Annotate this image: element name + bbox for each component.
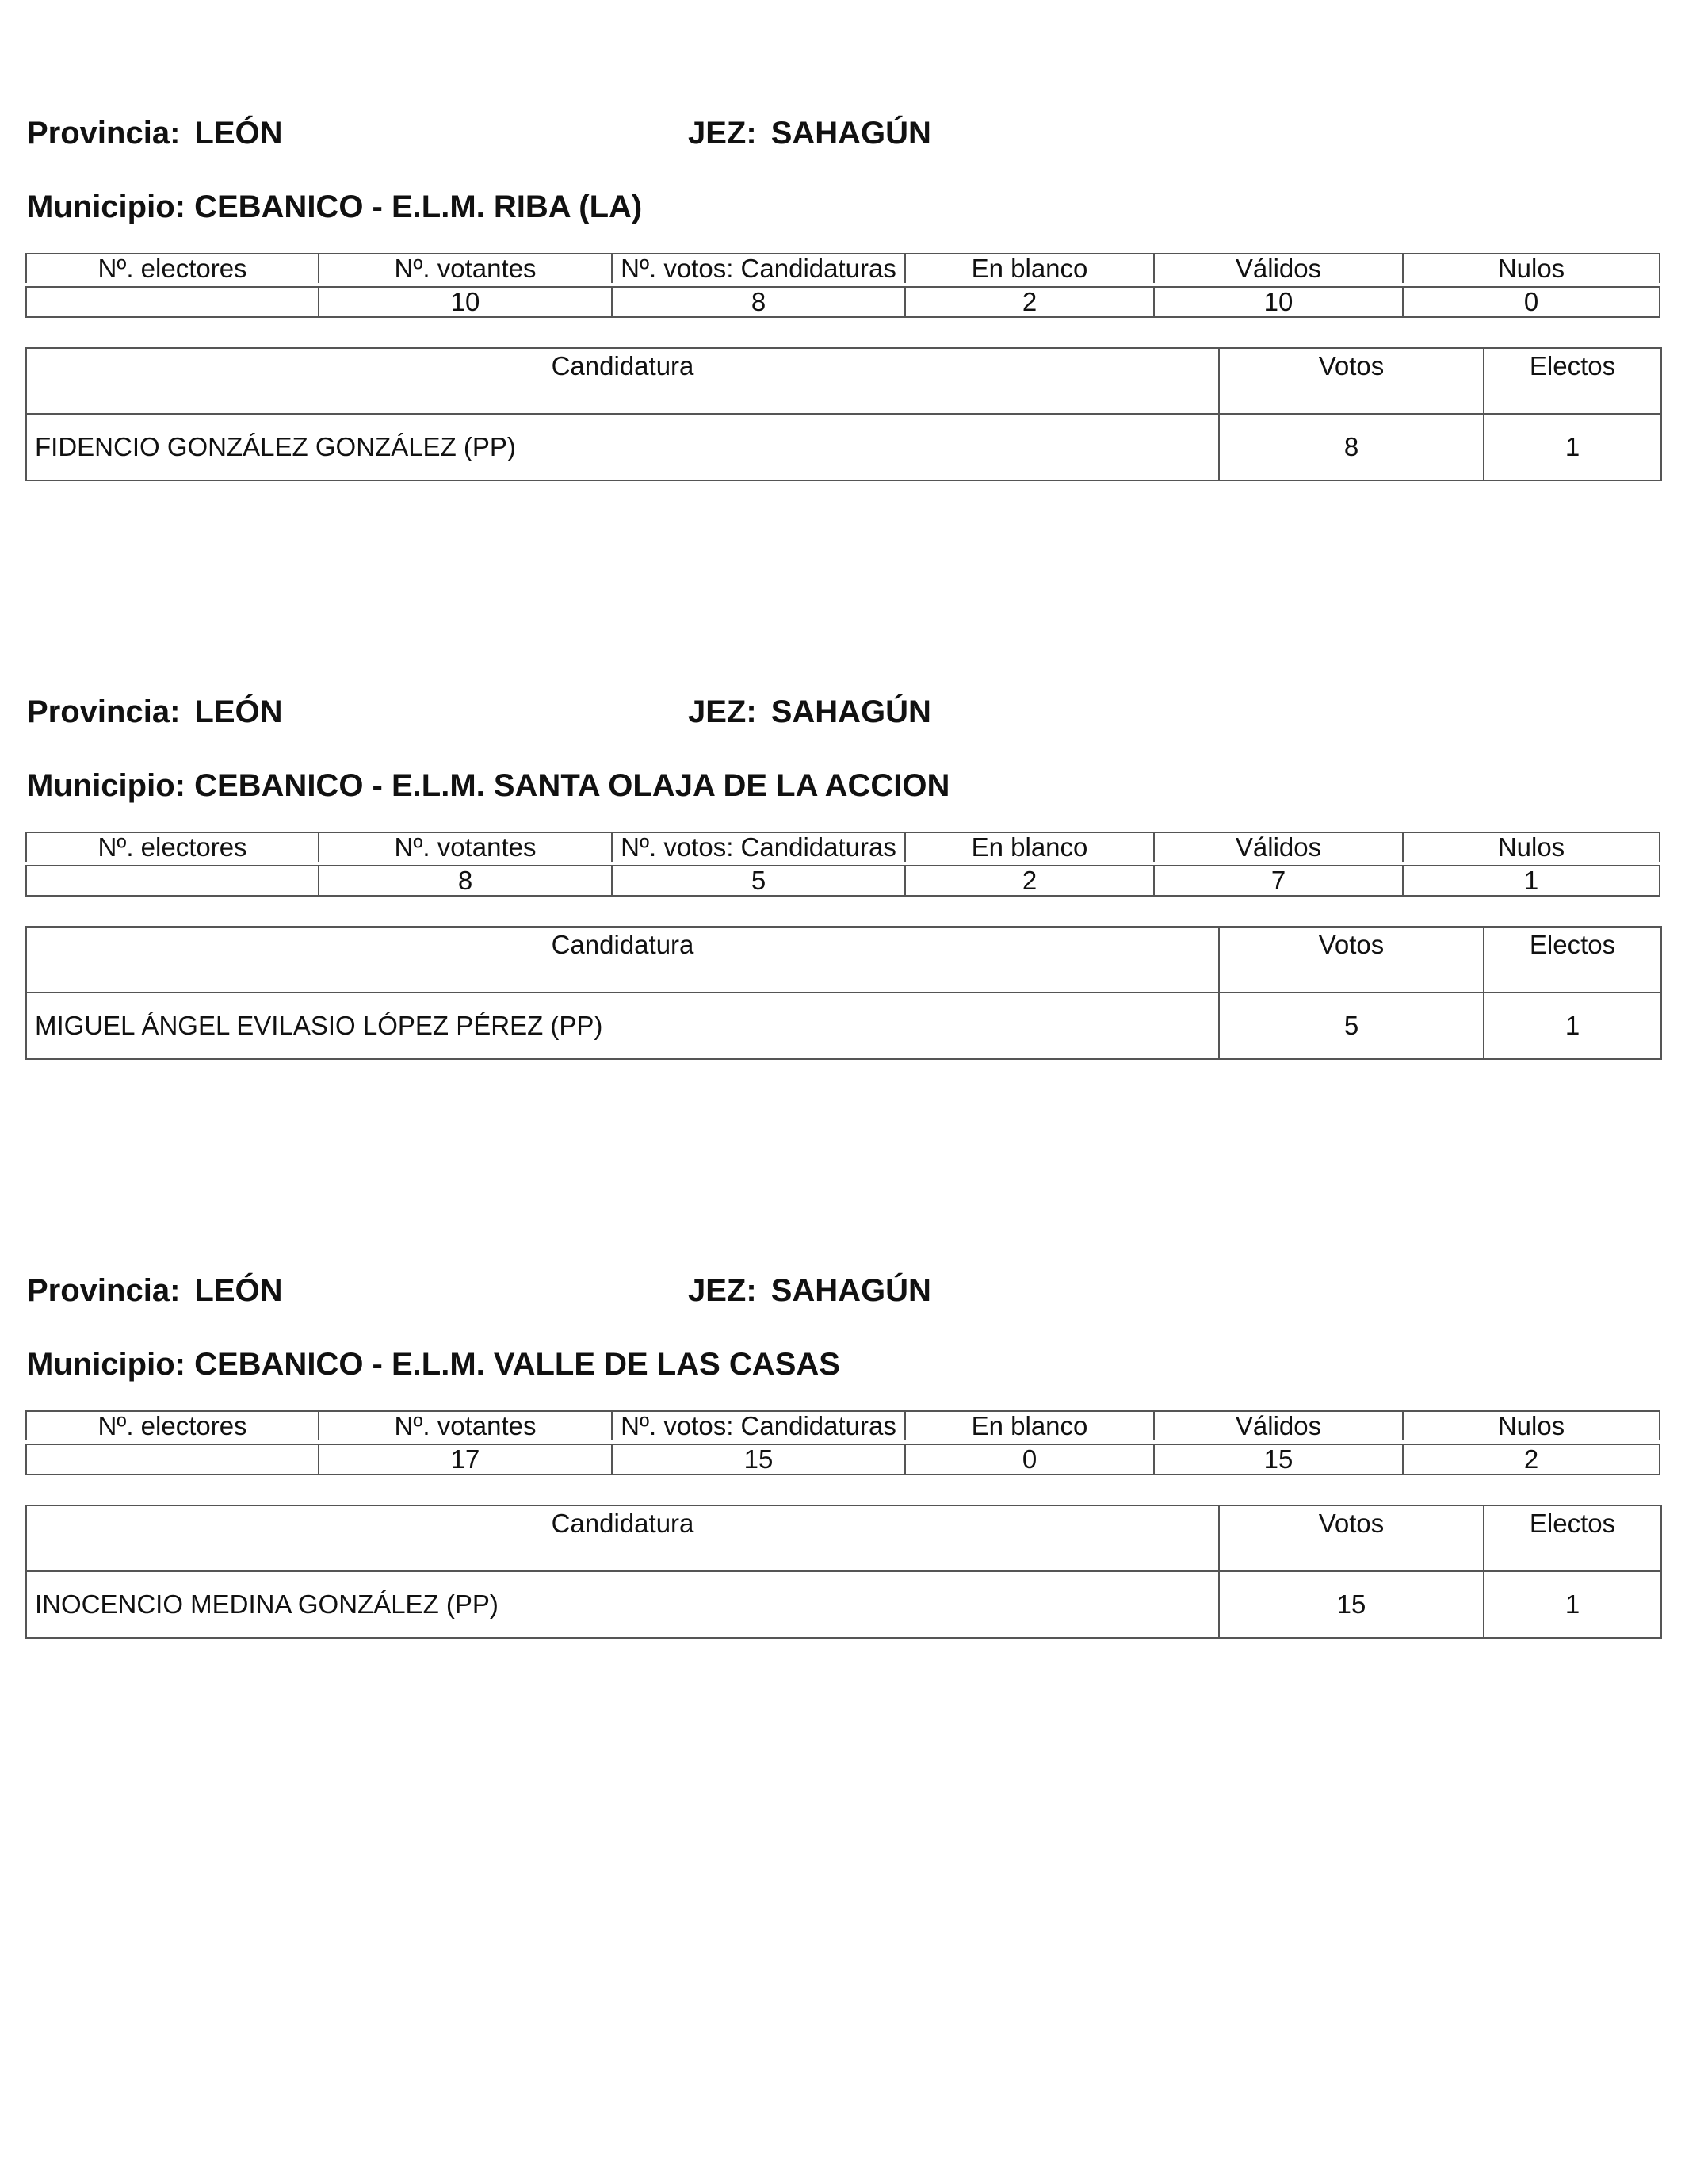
header-votos-candidaturas: Nº. votos: Candidaturas xyxy=(611,1410,904,1440)
jez-line xyxy=(688,116,931,151)
value-electores xyxy=(25,865,318,897)
value-electores xyxy=(25,1444,318,1475)
jez-value: SAHAGÚN xyxy=(770,694,931,729)
candidates-table xyxy=(25,347,1662,481)
municipio-line xyxy=(27,768,949,803)
value-validos: 10 xyxy=(1153,286,1402,318)
jez-value: SAHAGÚN xyxy=(770,1273,931,1308)
value-votantes: 8 xyxy=(318,865,611,897)
value-en-blanco: 0 xyxy=(904,1444,1153,1475)
candidate-votos: 15 xyxy=(1219,1571,1484,1638)
provincia-value: LEÓN xyxy=(194,1273,283,1308)
value-votantes: 10 xyxy=(318,286,611,318)
candidates-table xyxy=(25,1505,1662,1639)
header-nulos: Nulos xyxy=(1402,832,1660,862)
municipio-value: CEBANICO - E.L.M. RIBA (LA) xyxy=(194,189,643,224)
header-votos-candidaturas: Nº. votos: Candidaturas xyxy=(611,253,904,283)
stats-header-row xyxy=(25,1410,1660,1440)
candidate-row xyxy=(26,414,1661,480)
candidates-header-row xyxy=(26,1505,1661,1571)
header-votantes: Nº. votantes xyxy=(318,1410,611,1440)
provincia-line xyxy=(27,1273,283,1308)
header-votos-candidaturas: Nº. votos: Candidaturas xyxy=(611,832,904,862)
header-candidatura: Candidatura xyxy=(26,348,1219,414)
candidates-table xyxy=(25,926,1662,1060)
header-nulos: Nulos xyxy=(1402,1410,1660,1440)
stats-table xyxy=(25,832,1660,897)
value-nulos: 1 xyxy=(1402,865,1660,897)
value-votos-candidaturas: 15 xyxy=(611,1444,904,1475)
jez-label: JEZ: xyxy=(688,1273,757,1308)
header-electos: Electos xyxy=(1484,1505,1661,1571)
value-validos: 7 xyxy=(1153,865,1402,897)
municipio-label: Municipio: xyxy=(27,1347,185,1382)
value-en-blanco: 2 xyxy=(904,286,1153,318)
provincia-label: Provincia: xyxy=(27,694,181,729)
candidate-name: INOCENCIO MEDINA GONZÁLEZ (PP) xyxy=(26,1571,1219,1638)
header-electos: Electos xyxy=(1484,348,1661,414)
provincia-line xyxy=(27,694,283,729)
stats-value-row xyxy=(25,1444,1660,1475)
stats-table xyxy=(25,253,1660,318)
header-candidatura: Candidatura xyxy=(26,927,1219,993)
header-votos: Votos xyxy=(1219,927,1484,993)
stats-value-row xyxy=(25,865,1660,897)
value-votos-candidaturas: 8 xyxy=(611,286,904,318)
candidate-electos: 1 xyxy=(1484,993,1661,1059)
jez-line xyxy=(688,694,931,729)
jez-label: JEZ: xyxy=(688,694,757,729)
value-votantes: 17 xyxy=(318,1444,611,1475)
header-validos: Válidos xyxy=(1153,1410,1402,1440)
value-validos: 15 xyxy=(1153,1444,1402,1475)
provincia-value: LEÓN xyxy=(194,116,283,151)
municipio-line xyxy=(27,189,642,224)
candidate-row xyxy=(26,993,1661,1059)
header-votantes: Nº. votantes xyxy=(318,253,611,283)
header-electores: Nº. electores xyxy=(25,1410,318,1440)
candidates-header-row xyxy=(26,348,1661,414)
municipio-label: Municipio: xyxy=(27,189,185,224)
provincia-label: Provincia: xyxy=(27,1273,181,1308)
header-electores: Nº. electores xyxy=(25,832,318,862)
value-nulos: 2 xyxy=(1402,1444,1660,1475)
header-votos: Votos xyxy=(1219,348,1484,414)
provincia-line xyxy=(27,116,283,151)
candidate-row xyxy=(26,1571,1661,1638)
stats-header-row xyxy=(25,253,1660,283)
candidate-electos: 1 xyxy=(1484,414,1661,480)
candidate-name: MIGUEL ÁNGEL EVILASIO LÓPEZ PÉREZ (PP) xyxy=(26,993,1219,1059)
municipio-label: Municipio: xyxy=(27,768,185,803)
provincia-value: LEÓN xyxy=(194,694,283,729)
candidate-votos: 5 xyxy=(1219,993,1484,1059)
value-votos-candidaturas: 5 xyxy=(611,865,904,897)
candidate-name: FIDENCIO GONZÁLEZ GONZÁLEZ (PP) xyxy=(26,414,1219,480)
jez-label: JEZ: xyxy=(688,116,757,151)
stats-value-row xyxy=(25,286,1660,318)
header-en-blanco: En blanco xyxy=(904,832,1153,862)
value-en-blanco: 2 xyxy=(904,865,1153,897)
provincia-label: Provincia: xyxy=(27,116,181,151)
municipio-value: CEBANICO - E.L.M. VALLE DE LAS CASAS xyxy=(194,1347,840,1382)
header-votantes: Nº. votantes xyxy=(318,832,611,862)
value-electores xyxy=(25,286,318,318)
candidates-header-row xyxy=(26,927,1661,993)
header-validos: Válidos xyxy=(1153,832,1402,862)
header-nulos: Nulos xyxy=(1402,253,1660,283)
header-validos: Válidos xyxy=(1153,253,1402,283)
header-candidatura: Candidatura xyxy=(26,1505,1219,1571)
municipio-value: CEBANICO - E.L.M. SANTA OLAJA DE LA ACCION xyxy=(194,768,950,803)
candidate-votos: 8 xyxy=(1219,414,1484,480)
candidate-electos: 1 xyxy=(1484,1571,1661,1638)
jez-value: SAHAGÚN xyxy=(770,116,931,151)
municipio-line xyxy=(27,1347,840,1382)
header-en-blanco: En blanco xyxy=(904,253,1153,283)
stats-header-row xyxy=(25,832,1660,862)
value-nulos: 0 xyxy=(1402,286,1660,318)
header-electos: Electos xyxy=(1484,927,1661,993)
stats-table xyxy=(25,1410,1660,1475)
jez-line xyxy=(688,1273,931,1308)
header-votos: Votos xyxy=(1219,1505,1484,1571)
header-en-blanco: En blanco xyxy=(904,1410,1153,1440)
header-electores: Nº. electores xyxy=(25,253,318,283)
